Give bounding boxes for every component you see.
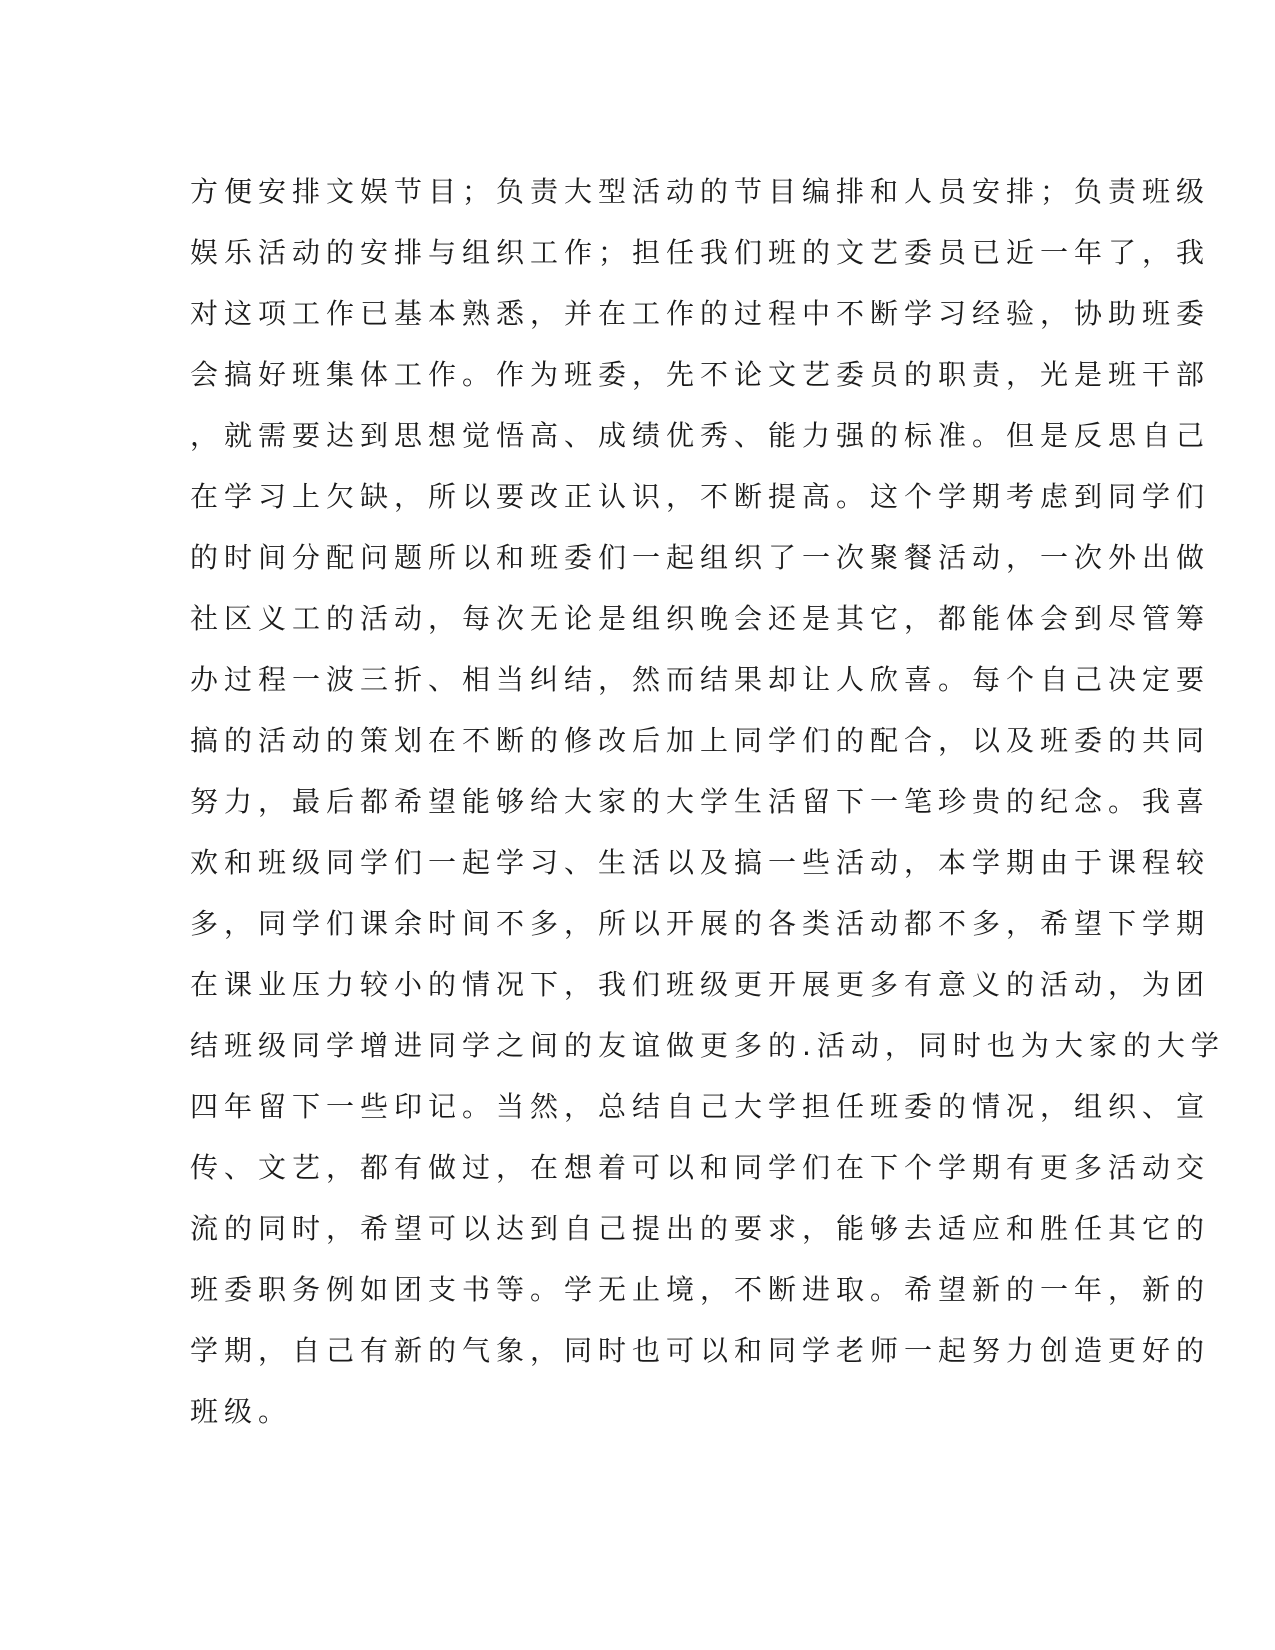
- text-line: 社区义工的活动，每次无论是组织晚会还是其它，都能体会到尽管筹: [190, 602, 1211, 635]
- text-line: 班委职务例如团支书等。学无止境，不断进取。希望新的一年，新的: [190, 1273, 1211, 1306]
- text-line: 四年留下一些印记。当然，总结自己大学担任班委的情况，组织、宣: [190, 1090, 1211, 1123]
- text-line: 对这项工作已基本熟悉，并在工作的过程中不断学习经验，协助班委: [190, 297, 1211, 330]
- text-line: 方便安排文娱节目；负责大型活动的节目编排和人员安排；负责班级: [190, 175, 1211, 208]
- text-line: 流的同时，希望可以达到自己提出的要求，能够去适应和胜任其它的: [190, 1212, 1211, 1245]
- text-line: ，就需要达到思想觉悟高、成绩优秀、能力强的标准。但是反思自己: [190, 419, 1211, 452]
- text-line: 努力，最后都希望能够给大家的大学生活留下一笔珍贵的纪念。我喜: [190, 785, 1211, 818]
- text-line: 搞的活动的策划在不断的修改后加上同学们的配合，以及班委的共同: [190, 724, 1211, 757]
- text-line: 在学习上欠缺，所以要改正认识，不断提高。这个学期考虑到同学们: [190, 480, 1211, 513]
- body-text: [190, 161, 1225, 1442]
- text-line: 在课业压力较小的情况下，我们班级更开展更多有意义的活动，为团: [190, 968, 1211, 1001]
- text-line: 欢和班级同学们一起学习、生活以及搞一些活动，本学期由于课程较: [190, 846, 1211, 879]
- text-line: 结班级同学增进同学之间的友谊做更多的.活动，同时也为大家的大学: [190, 1029, 1225, 1062]
- text-line: 多，同学们课余时间不多，所以开展的各类活动都不多，希望下学期: [190, 907, 1211, 940]
- text-line: 会搞好班集体工作。作为班委，先不论文艺委员的职责，光是班干部: [190, 358, 1211, 391]
- text-line: 娱乐活动的安排与组织工作；担任我们班的文艺委员已近一年了，我: [190, 236, 1211, 269]
- text-line: 学期，自己有新的气象，同时也可以和同学老师一起努力创造更好的: [190, 1334, 1211, 1367]
- text-line: 的时间分配问题所以和班委们一起组织了一次聚餐活动，一次外出做: [190, 541, 1211, 574]
- text-line: 传、文艺，都有做过，在想着可以和同学们在下个学期有更多活动交: [190, 1151, 1211, 1184]
- text-line: 班级。: [190, 1395, 293, 1428]
- text-line: 办过程一波三折、相当纠结，然而结果却让人欣喜。每个自己决定要: [190, 663, 1211, 696]
